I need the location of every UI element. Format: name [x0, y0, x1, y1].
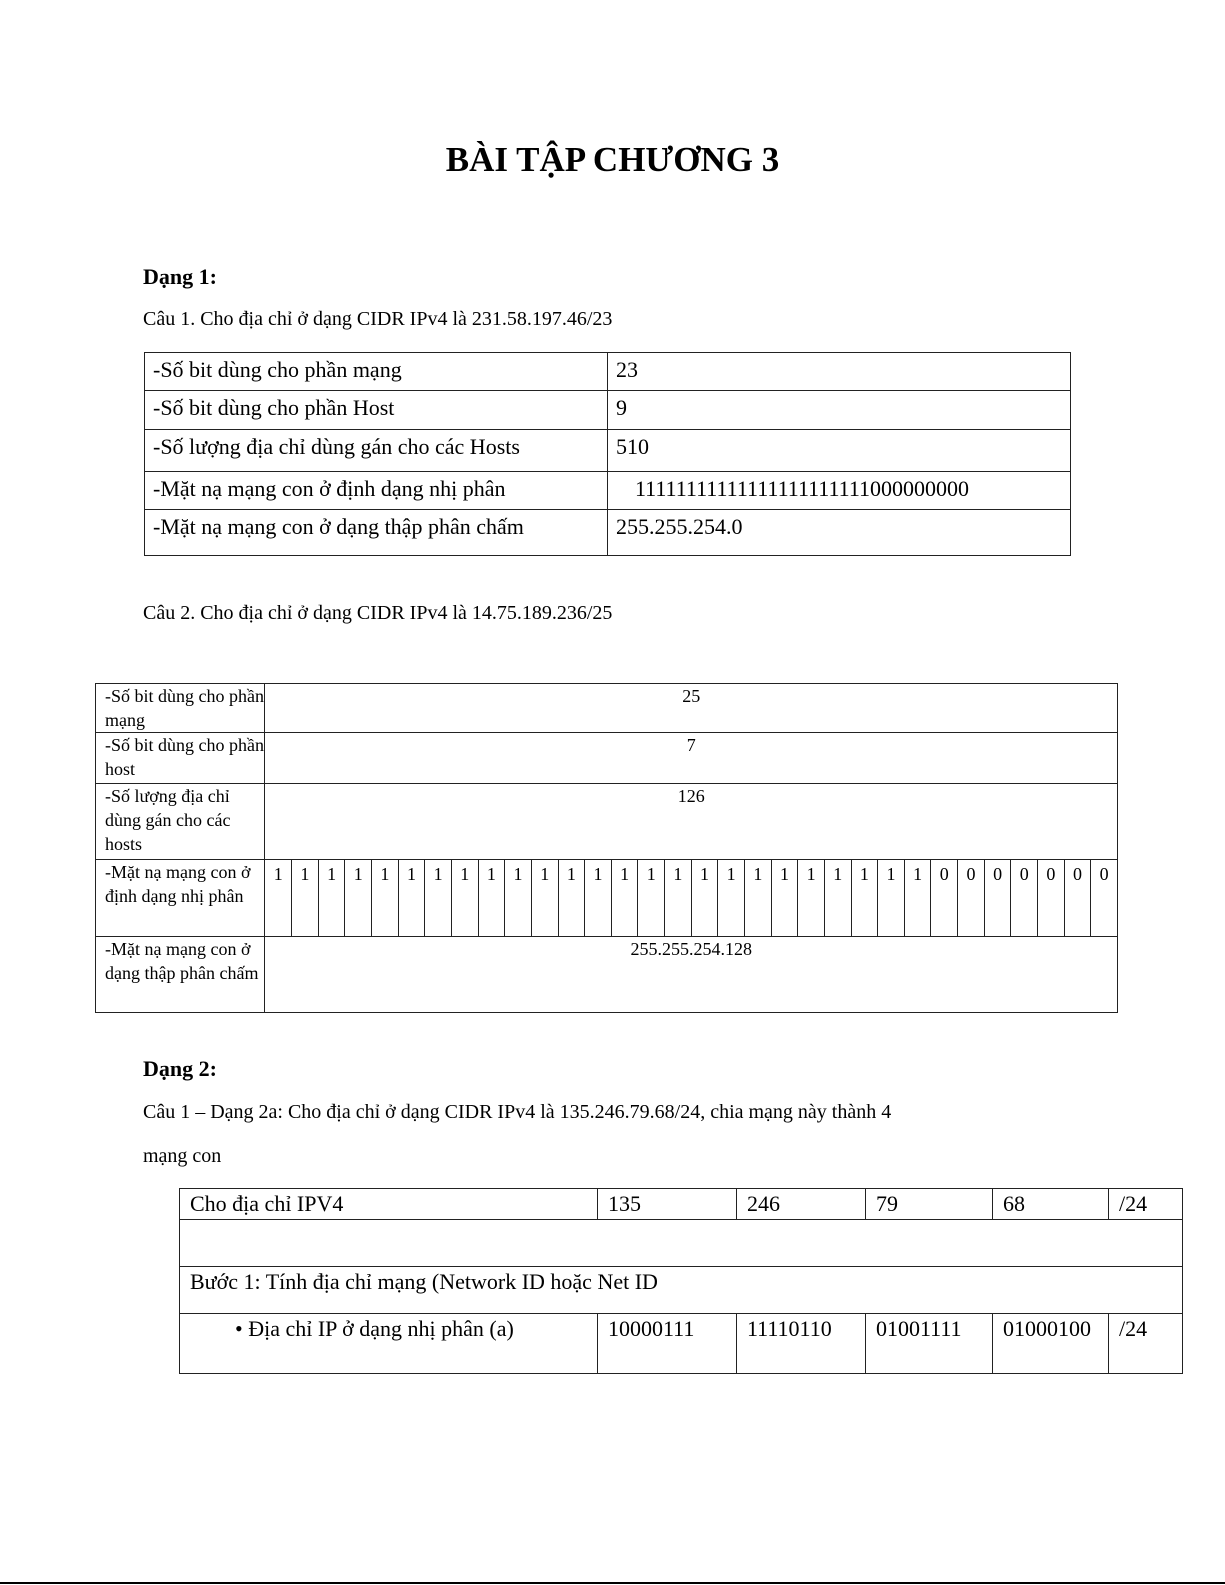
bit-cell: 0	[1091, 860, 1118, 937]
row-label: -Số bit dùng cho phần mạng	[96, 684, 265, 733]
section-heading-dang2: Dạng 2:	[143, 1056, 217, 1081]
bit-cell: 1	[665, 860, 692, 937]
bit-cell: 1	[531, 860, 558, 937]
bit-cell: 0	[984, 860, 1011, 937]
row-value: 126	[265, 784, 1118, 860]
row-label: -Mặt nạ mạng con ở định dạng nhị phân	[145, 472, 608, 510]
row-label: Cho địa chỉ IPV4	[180, 1189, 598, 1220]
table-row	[180, 1267, 1183, 1314]
blank-cell	[180, 1220, 1183, 1267]
bit-cell: 1	[798, 860, 825, 937]
table-row-blank	[180, 1220, 1183, 1267]
table-row	[145, 472, 1071, 510]
row-label: -Mặt nạ mạng con ở định dạng nhị phân	[96, 860, 265, 937]
table-row	[96, 733, 1118, 784]
bit-cell: 1	[292, 860, 319, 937]
bit-cell: 1	[558, 860, 585, 937]
bit-cell: 1	[451, 860, 478, 937]
page-bottom-divider	[0, 1582, 1225, 1584]
question-cau2: Câu 2. Cho địa chỉ ở dạng CIDR IPv4 là 14.75.189.236/25	[143, 602, 613, 624]
bit-cell: 0	[1038, 860, 1065, 937]
table-row	[96, 937, 1118, 1013]
row-value: 9	[608, 391, 1071, 430]
bit-cell: 1	[771, 860, 798, 937]
bit-cell: 0	[1064, 860, 1091, 937]
octet-4: 01000100	[993, 1314, 1109, 1374]
octet-2: 246	[737, 1189, 866, 1220]
page-title: BÀI TẬP CHƯƠNG 3	[445, 140, 780, 179]
subnet-table-dang2	[179, 1188, 1183, 1374]
octet-4: 68	[993, 1189, 1109, 1220]
question-dang2-cau1-line2: mạng con	[143, 1145, 222, 1167]
bit-cell: 0	[931, 860, 958, 937]
bit-cell: 1	[318, 860, 345, 937]
prefix: /24	[1109, 1189, 1183, 1220]
section-heading-dang1: Dạng 1:	[143, 264, 217, 289]
row-label: • Địa chỉ IP ở dạng nhị phân (a)	[180, 1314, 598, 1374]
octet-3: 01001111	[866, 1314, 993, 1374]
bit-cell: 0	[958, 860, 985, 937]
table-row	[180, 1189, 1183, 1220]
bit-cell: 1	[745, 860, 772, 937]
bit-cell: 1	[904, 860, 931, 937]
answer-table-cau2	[95, 683, 1118, 1013]
step-label: Bước 1: Tính địa chỉ mạng (Network ID hoặc Net ID	[180, 1267, 1183, 1314]
bit-cell: 1	[638, 860, 665, 937]
table-row	[145, 353, 1071, 391]
bit-cell: 0	[1011, 860, 1038, 937]
row-value: 11111111111111111111111000000000	[608, 472, 1071, 510]
octet-3: 79	[866, 1189, 993, 1220]
row-label: -Số bit dùng cho phần Host	[145, 391, 608, 430]
row-label: -Số lượng địa chỉ dùng gán cho các hosts	[96, 784, 265, 860]
octet-2: 11110110	[737, 1314, 866, 1374]
bit-cell: 1	[691, 860, 718, 937]
table-row	[145, 510, 1071, 556]
prefix: /24	[1109, 1314, 1183, 1374]
row-label: -Số bit dùng cho phần host	[96, 733, 265, 784]
question-cau1: Câu 1. Cho địa chỉ ở dạng CIDR IPv4 là 231.58.197.46/23	[143, 308, 613, 330]
bit-cell: 1	[505, 860, 532, 937]
row-value: 510	[608, 430, 1071, 472]
question-dang2-cau1-line1: Câu 1 – Dạng 2a: Cho địa chỉ ở dạng CIDR IPv4 là 135.246.79.68/24, chia mạng này thành 4	[143, 1101, 892, 1123]
table-row	[145, 430, 1071, 472]
row-value: 255.255.254.128	[265, 937, 1118, 1013]
bit-cell: 1	[265, 860, 292, 937]
table-row	[180, 1314, 1183, 1374]
bit-cell: 1	[345, 860, 372, 937]
octet-1: 10000111	[598, 1314, 737, 1374]
row-value: 25	[265, 684, 1118, 733]
bit-cell: 1	[585, 860, 612, 937]
row-label: -Mặt nạ mạng con ở dạng thập phân chấm	[145, 510, 608, 556]
row-label: -Số bit dùng cho phần mạng	[145, 353, 608, 391]
bit-cell: 1	[398, 860, 425, 937]
octet-1: 135	[598, 1189, 737, 1220]
bit-cell: 1	[611, 860, 638, 937]
bit-cell: 1	[425, 860, 452, 937]
row-value: 255.255.254.0	[608, 510, 1071, 556]
table-row	[96, 684, 1118, 733]
bit-cell: 1	[824, 860, 851, 937]
row-value: 23	[608, 353, 1071, 391]
answer-table-cau1	[144, 352, 1071, 556]
table-row	[145, 391, 1071, 430]
row-label: -Mặt nạ mạng con ở dạng thập phân chấm	[96, 937, 265, 1013]
table-row-bits	[96, 860, 1118, 937]
bit-cell: 1	[478, 860, 505, 937]
table-row	[96, 784, 1118, 860]
bit-cell: 1	[878, 860, 905, 937]
bit-cell: 1	[718, 860, 745, 937]
bit-cell: 1	[851, 860, 878, 937]
row-label: -Số lượng địa chỉ dùng gán cho các Hosts	[145, 430, 608, 472]
bit-cell: 1	[372, 860, 399, 937]
row-value: 7	[265, 733, 1118, 784]
